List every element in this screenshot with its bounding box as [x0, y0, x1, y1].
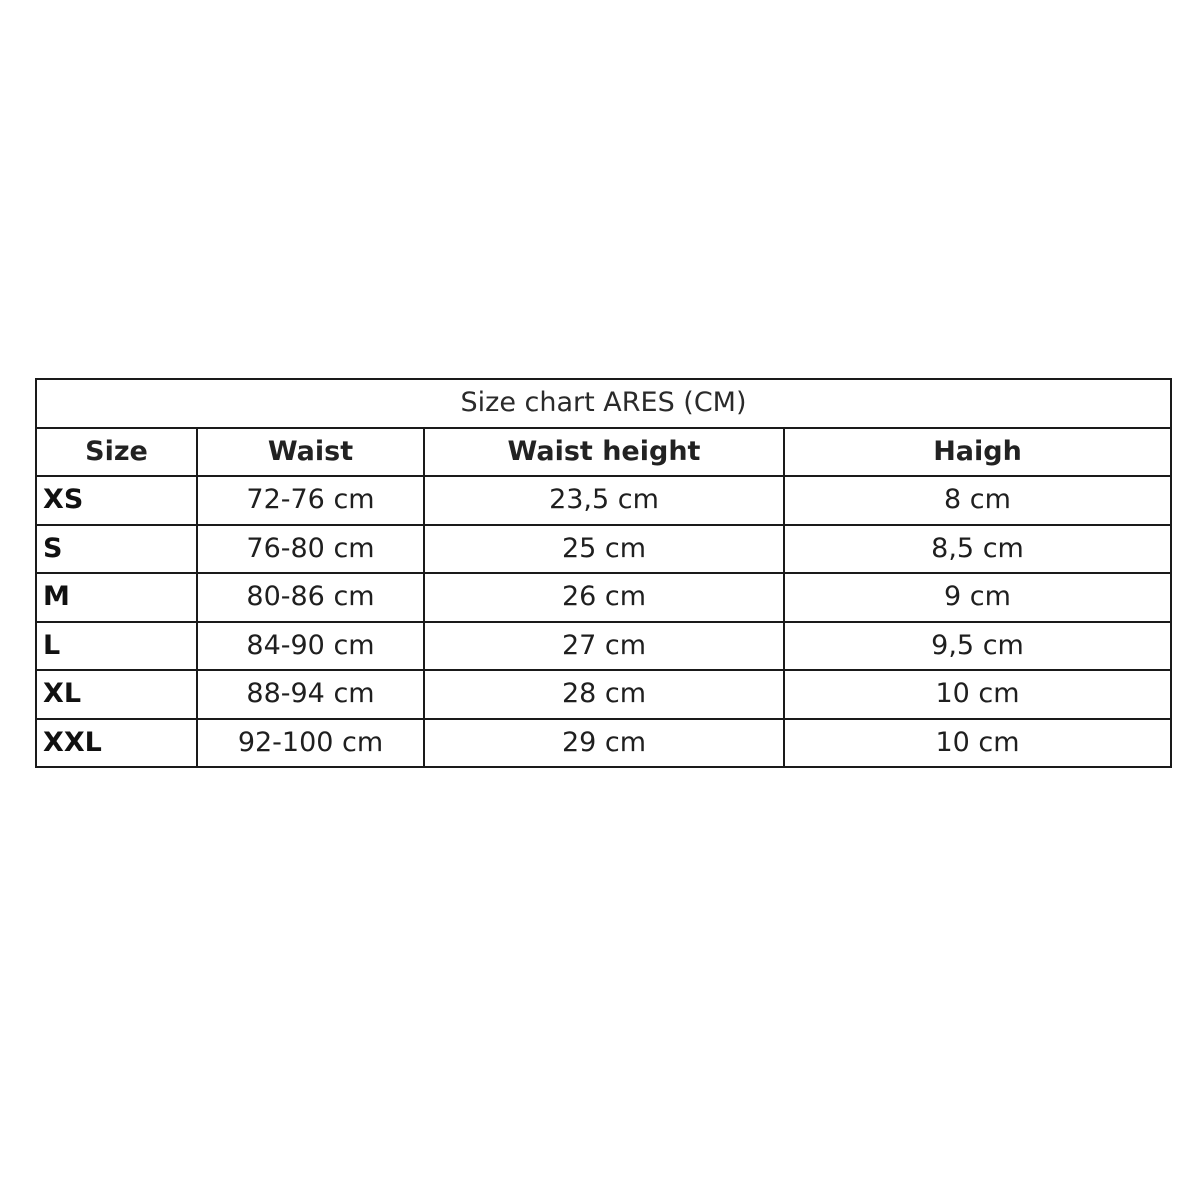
size-label: S [36, 525, 197, 574]
size-chart-table [35, 378, 1172, 768]
table-row [36, 573, 1171, 622]
table-row [36, 670, 1171, 719]
size-label: XL [36, 670, 197, 719]
waist-height-value: 23,5 cm [424, 476, 784, 525]
haigh-value: 9,5 cm [784, 622, 1171, 671]
waist-height-value: 26 cm [424, 573, 784, 622]
header-waist-height: Waist height [424, 428, 784, 477]
waist-value: 84-90 cm [197, 622, 424, 671]
table-title: Size chart ARES (CM) [36, 379, 1171, 428]
waist-height-value: 28 cm [424, 670, 784, 719]
size-label: XS [36, 476, 197, 525]
table-header-row [36, 428, 1171, 477]
haigh-value: 10 cm [784, 670, 1171, 719]
waist-value: 92-100 cm [197, 719, 424, 768]
header-haigh: Haigh [784, 428, 1171, 477]
waist-value: 76-80 cm [197, 525, 424, 574]
size-label: XXL [36, 719, 197, 768]
table-row [36, 525, 1171, 574]
header-size: Size [36, 428, 197, 477]
table-row [36, 476, 1171, 525]
table-row [36, 622, 1171, 671]
waist-height-value: 25 cm [424, 525, 784, 574]
waist-value: 80-86 cm [197, 573, 424, 622]
waist-height-value: 29 cm [424, 719, 784, 768]
table-title-row [36, 379, 1171, 428]
waist-value: 72-76 cm [197, 476, 424, 525]
haigh-value: 8 cm [784, 476, 1171, 525]
table-row [36, 719, 1171, 768]
waist-height-value: 27 cm [424, 622, 784, 671]
header-waist: Waist [197, 428, 424, 477]
haigh-value: 10 cm [784, 719, 1171, 768]
waist-value: 88-94 cm [197, 670, 424, 719]
size-label: M [36, 573, 197, 622]
size-label: L [36, 622, 197, 671]
haigh-value: 8,5 cm [784, 525, 1171, 574]
haigh-value: 9 cm [784, 573, 1171, 622]
